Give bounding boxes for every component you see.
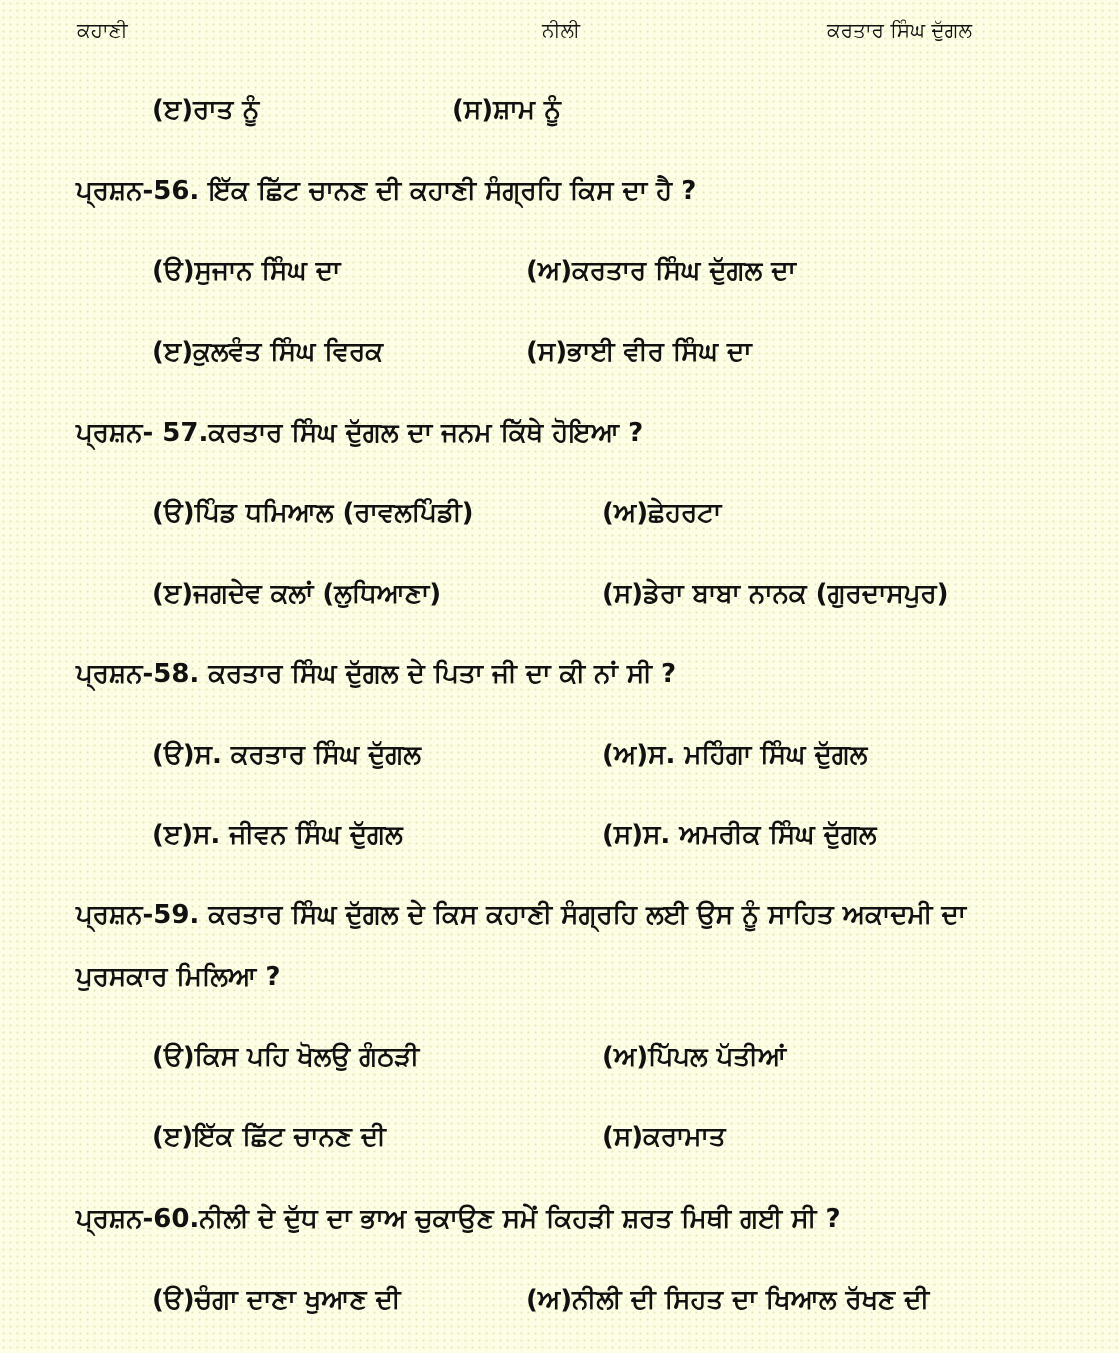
q59-option-b: (ਅ)ਪਿੱਪਲ ਪੱਤੀਆਂ	[602, 1042, 787, 1072]
q57-option-b: (ਅ)ਛੇਹਰਟਾ	[602, 498, 722, 528]
q59-option-a: (ੳ)ਕਿਸ ਪਹਿ ਖੋਲਉ ਗੰਠੜੀ	[152, 1042, 420, 1072]
q56-option-a: (ੳ)ਸੁਜਾਨ ਸਿੰਘ ਦਾ	[152, 256, 341, 286]
q56-option-d: (ਸ)ਭਾਈ ਵੀਰ ਸਿੰਘ ਦਾ	[526, 337, 752, 367]
question-56: ਪ੍ਰਸ਼ਨ-56. ਇੱਕ ਛਿੱਟ ਚਾਨਣ ਦੀ ਕਹਾਣੀ ਸੰਗ੍ਰਹਿ ਕਿਸ ਦਾ ਹੈ ?	[76, 176, 697, 206]
header-story-title: ਨੀਲੀ	[542, 18, 581, 42]
question-57: ਪ੍ਰਸ਼ਨ- 57.ਕਰਤਾਰ ਸਿੰਘ ਦੁੱਗਲ ਦਾ ਜਨਮ ਕਿੱਥੇ ਹੋਇਆ ?	[76, 418, 644, 448]
q59-option-d: (ਸ)ਕਰਾਮਾਤ	[602, 1122, 726, 1152]
option-s: (ਸ)ਸ਼ਾਮ ਨੂੰ	[452, 95, 561, 125]
q58-option-d: (ਸ)ਸ. ਅਮਰੀਕ ਸਿੰਘ ਦੁੱਗਲ	[602, 820, 877, 850]
q58-option-a: (ੳ)ਸ. ਕਰਤਾਰ ਸਿੰਘ ਦੁੱਗਲ	[152, 740, 421, 770]
option-e: (ੲ)ਰਾਤ ਨੂੰ	[152, 95, 260, 125]
header-author: ਕਰਤਾਰ ਸਿੰਘ ਦੁੱਗਲ	[827, 18, 972, 42]
q58-option-c: (ੲ)ਸ. ਜੀਵਨ ਸਿੰਘ ਦੁੱਗਲ	[152, 820, 403, 850]
q56-option-b: (ਅ)ਕਰਤਾਰ ਸਿੰਘ ਦੁੱਗਲ ਦਾ	[526, 256, 796, 286]
q58-option-b: (ਅ)ਸ. ਮਹਿੰਗਾ ਸਿੰਘ ਦੁੱਗਲ	[602, 740, 868, 770]
q57-option-c: (ੲ)ਜਗਦੇਵ ਕਲਾਂ (ਲੁਧਿਆਣਾ)	[152, 579, 442, 609]
header-subject: ਕਹਾਣੀ	[77, 18, 128, 42]
q57-option-a: (ੳ)ਪਿੰਡ ਧਮਿਆਲ (ਰਾਵਲਪਿੰਡੀ)	[152, 498, 474, 528]
question-58: ਪ੍ਰਸ਼ਨ-58. ਕਰਤਾਰ ਸਿੰਘ ਦੁੱਗਲ ਦੇ ਪਿਤਾ ਜੀ ਦਾ ਕੀ ਨਾਂ ਸੀ ?	[76, 659, 677, 689]
question-59: ਪ੍ਰਸ਼ਨ-59. ਕਰਤਾਰ ਸਿੰਘ ਦੁੱਗਲ ਦੇ ਕਿਸ ਕਹਾਣੀ ਸੰਗ੍ਰਹਿ ਲਈ ਉਸ ਨੂੰ ਸਾਹਿਤ ਅਕਾਦਮੀ ਦਾ	[76, 900, 967, 930]
q60-option-b: (ਅ)ਨੀਲੀ ਦੀ ਸਿਹਤ ਦਾ ਖਿਆਲ ਰੱਖਣ ਦੀ	[526, 1285, 930, 1315]
q59-option-c: (ੲ)ਇੱਕ ਛਿੱਟ ਚਾਨਣ ਦੀ	[152, 1122, 386, 1152]
q57-option-d: (ਸ)ਡੇਰਾ ਬਾਬਾ ਨਾਨਕ (ਗੁਰਦਾਸਪੁਰ)	[602, 579, 949, 609]
question-60: ਪ੍ਰਸ਼ਨ-60.ਨੀਲੀ ਦੇ ਦੁੱਧ ਦਾ ਭਾਅ ਚੁਕਾਉਣ ਸਮੇਂ ਕਿਹੜੀ ਸ਼ਰਤ ਮਿਥੀ ਗਈ ਸੀ ?	[76, 1204, 841, 1234]
q60-option-a: (ੳ)ਚੰਗਾ ਦਾਣਾ ਖੁਆਣ ਦੀ	[152, 1285, 401, 1315]
question-59-continued: ਪੁਰਸਕਾਰ ਮਿਲਿਆ ?	[76, 962, 281, 992]
q56-option-c: (ੲ)ਕੁਲਵੰਤ ਸਿੰਘ ਵਿਰਕ	[152, 337, 383, 367]
